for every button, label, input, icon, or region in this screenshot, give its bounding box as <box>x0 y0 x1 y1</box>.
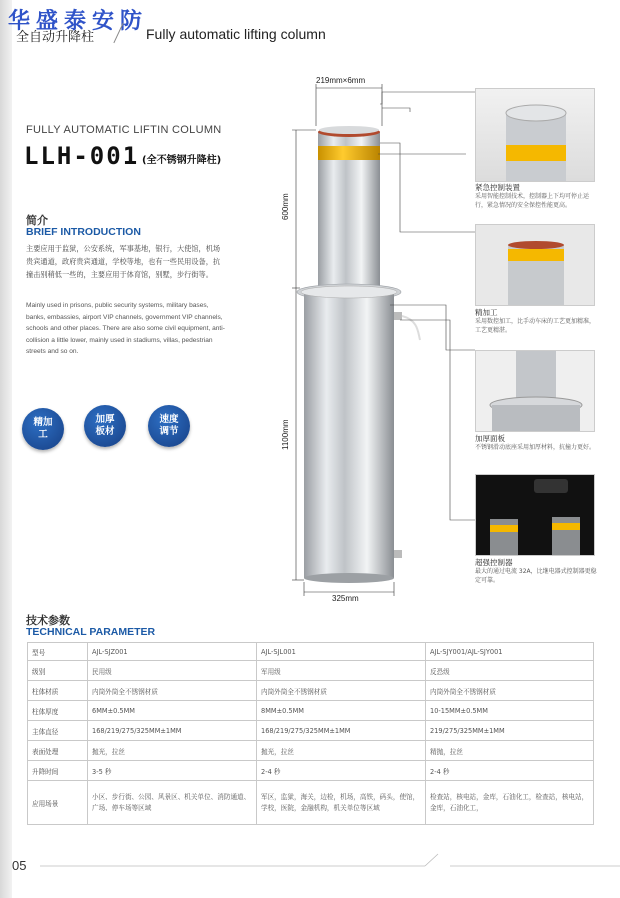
table-cell: 军区，监狱，海关，边检，机场，高铁，码头，使馆，学校，医院，金融机构，机关单位等区域 <box>257 781 426 825</box>
table-row <box>28 761 594 781</box>
header-title-en: Fully automatic lifting column <box>146 26 326 42</box>
table-cell: 抛光，拉丝 <box>257 741 426 761</box>
dimension-top: 219mm×6mm <box>316 76 366 85</box>
callout-title-controller: 超强控制器 <box>475 558 513 567</box>
table-row <box>28 701 594 721</box>
callout-title-thick-panel: 加厚面板 <box>475 434 505 443</box>
table-cell-key: 主体直径 <box>28 721 88 741</box>
thumbnail-emergency-control <box>475 88 595 182</box>
thumbnail-controller <box>475 474 595 556</box>
table-cell: AJL-SJZ001 <box>88 643 257 661</box>
table-cell: 军用级 <box>257 661 426 681</box>
callout-title-emergency: 紧急控制装置 <box>475 183 520 192</box>
table-cell: 小区、步行街、公园、风景区、机关单位、消防通道、广场、停车场等区域 <box>88 781 257 825</box>
table-row <box>28 741 594 761</box>
table-cell: 3-5 秒 <box>88 761 257 781</box>
table-row <box>28 681 594 701</box>
table-cell: 8MM±0.5MM <box>257 701 426 721</box>
table-cell: 内筒外筒全不锈钢材质 <box>426 681 594 701</box>
header-title-cn: 全自动升降柱 <box>16 30 95 45</box>
table-cell: 内筒外筒全不锈钢材质 <box>88 681 257 701</box>
callout-desc-emergency: 采用智能控制技术，控制器上下均可停止运行，紧急情况的安全保控性能更高。 <box>475 193 590 209</box>
table-row <box>28 721 594 741</box>
callout-leaders <box>380 90 480 560</box>
product-model: LLH-001 <box>24 142 140 170</box>
callout-title-precision: 精加工 <box>475 308 498 317</box>
table-cell: 民用级 <box>88 661 257 681</box>
table-cell: AJL-SJL001 <box>257 643 426 661</box>
feature-badge-precision: 精加工 <box>22 408 64 450</box>
table-cell: 2-4 秒 <box>257 761 426 781</box>
table-cell: 内筒外筒全不锈钢材质 <box>257 681 426 701</box>
table-cell-key: 级别 <box>28 661 88 681</box>
table-cell: 168/219/275/325MM±1MM <box>88 721 257 741</box>
tech-title-cn: 技术参数 <box>26 614 70 627</box>
page-edge-shadow <box>0 0 12 898</box>
table-cell-key: 升降时间 <box>28 761 88 781</box>
thumbnail-precision <box>475 224 595 306</box>
table-cell: 2-4 秒 <box>426 761 594 781</box>
watermark-logo: 华盛泰安防 <box>8 8 149 34</box>
table-row <box>28 661 594 681</box>
callout-desc-precision: 采用数控加工，比手动车床的工艺更加精准，工艺更精湛。 <box>475 318 596 334</box>
intro-title-en: BRIEF INTRODUCTION <box>26 226 141 238</box>
table-row <box>28 643 594 661</box>
spec-table <box>27 642 594 825</box>
tech-title-en: TECHNICAL PARAMETER <box>26 626 156 638</box>
table-cell-key: 型号 <box>28 643 88 661</box>
table-cell: AJL-SJY001/AJL-SJY001 <box>426 643 594 661</box>
callout-desc-thick-panel: 不锈钢滑动底座采用加厚材料，抗撞力更好。 <box>475 444 596 451</box>
table-cell: 219/275/325MM±1MM <box>426 721 594 741</box>
footer-rule <box>40 850 620 870</box>
table-cell: 检查站，核电站，金库，石油化工，检查站，核电站，金库，石油化工， <box>426 781 594 825</box>
feature-badge-speed: 速度调节 <box>148 405 190 447</box>
table-cell: 168/219/275/325MM±1MM <box>257 721 426 741</box>
dimension-base: 325mm <box>332 594 359 603</box>
dimension-upper: 600mm <box>281 193 290 220</box>
intro-title-cn: 简介 <box>26 214 48 227</box>
intro-text-en: Mainly used in prisons, public security systems, military bases, banks, embassies, airport VIP channels, government VIP channels, schools and other places. There are also some civil equipment, anti-collision a little lower, mainly used in stadiums, villas, pedestrian streets and so on. <box>26 302 225 355</box>
table-cell: 反恐级 <box>426 661 594 681</box>
table-cell-key: 表面处理 <box>28 741 88 761</box>
table-cell-key: 柱体材质 <box>28 681 88 701</box>
dimension-lower: 1100mm <box>281 419 290 450</box>
table-cell-key: 应用场景 <box>28 781 88 825</box>
table-cell: 10-15MM±0.5MM <box>426 701 594 721</box>
product-model-subtitle: (全不锈钢升降柱) <box>142 155 222 166</box>
table-cell-key: 柱体厚度 <box>28 701 88 721</box>
page-number: 05 <box>12 858 27 873</box>
intro-text-cn: 主要应用于监狱，公安系统，军事基地，银行，大使馆，机场贵宾通道，政府贵宾通道，学校等地，也有一些民用设备，抗撞击别稍低一些的，主要应用于体育馆，别墅，步行街等。 <box>26 244 221 279</box>
thumbnail-thick-panel <box>475 350 595 432</box>
table-cell: 精抛，拉丝 <box>426 741 594 761</box>
product-name-en: FULLY AUTOMATIC LIFTIN COLUMN <box>26 124 222 136</box>
table-cell: 6MM±0.5MM <box>88 701 257 721</box>
table-cell: 抛光，拉丝 <box>88 741 257 761</box>
callout-desc-controller: 最大的通过电流 32A，比继电器式控制器更稳定可靠。 <box>475 568 597 584</box>
table-row <box>28 781 594 825</box>
feature-badge-thick-plate: 加厚板材 <box>84 405 126 447</box>
